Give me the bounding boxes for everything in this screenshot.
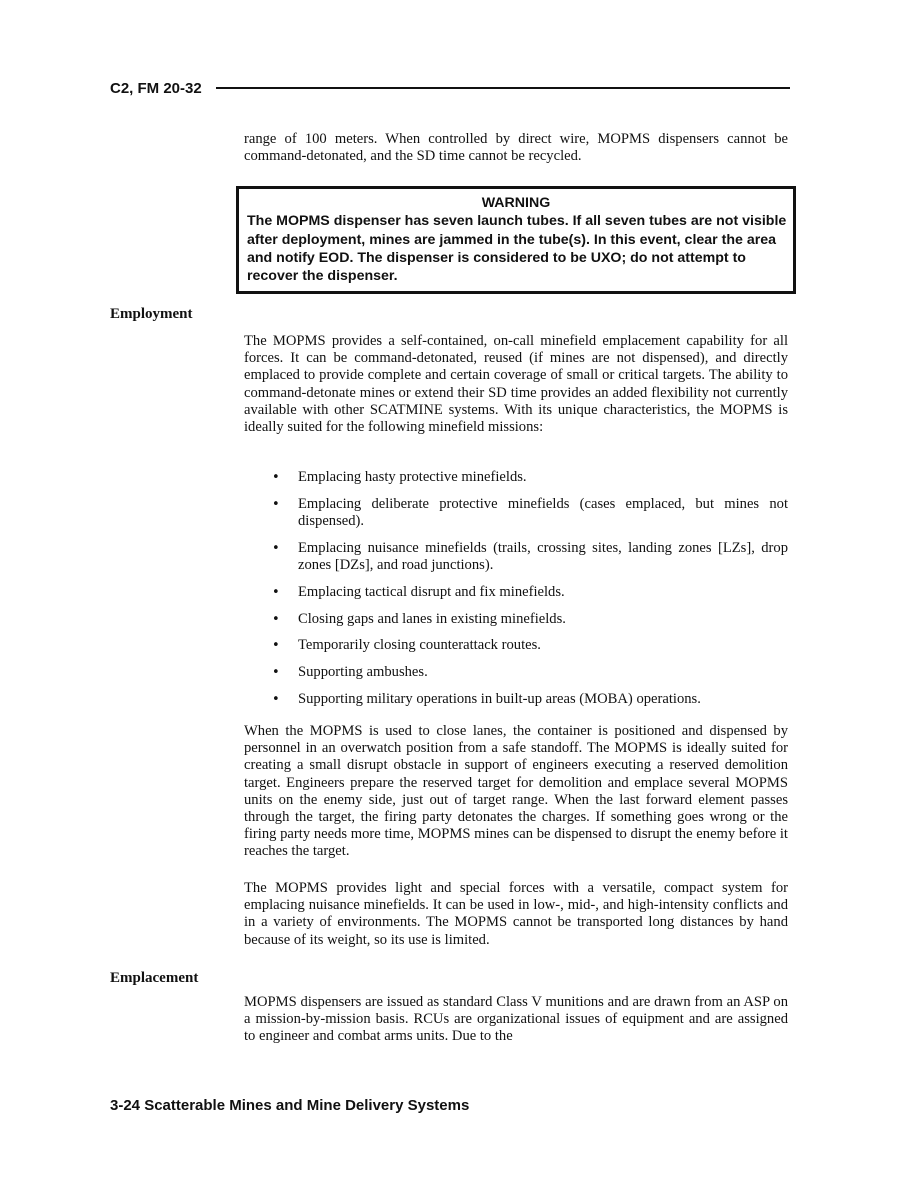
emplacement-heading: Emplacement xyxy=(110,970,199,986)
list-item xyxy=(272,637,788,654)
bullet-icon: • xyxy=(272,691,280,707)
list-item xyxy=(272,611,788,628)
list-item-text: Emplacing tactical disrupt and fix minefields. xyxy=(298,583,565,600)
bullet-icon: • xyxy=(272,584,280,600)
bullet-icon: • xyxy=(272,638,280,654)
bullet-icon: • xyxy=(272,540,280,556)
emplacement-paragraph-1: MOPMS dispensers are issued as standard Class V munitions and are drawn from an ASP on a mission-by-mission basis. RCUs are organizational issues of equipment and are assigned to engineer and combat arms units. Due to the xyxy=(244,994,788,1045)
employment-paragraph-1: The MOPMS provides a self-contained, on-call minefield emplacement capability for all forces. It can be command-detonated, reused (if mines are not dispensed), and directly emplaced to provide complete and certain coverage of small or critical targets. The ability to command-detonate mines or extend their SD time provides an added flexibility not currently available with other SCATMINE systems. With its unique characteristics, the MOPMS is ideally suited for the following minefield missions: xyxy=(244,333,788,436)
bullet-icon: • xyxy=(272,611,280,627)
bullet-icon: • xyxy=(272,470,280,485)
list-item xyxy=(272,540,788,574)
intro-paragraph: range of 100 meters. When controlled by direct wire, MOPMS dispensers cannot be command-detonated, and the SD time cannot be recycled. xyxy=(244,131,788,165)
page-footer: 3-24 Scatterable Mines and Mine Delivery Systems xyxy=(110,1097,470,1114)
list-item-text: Emplacing deliberate protective minefields (cases emplaced, but mines not dispensed). xyxy=(298,495,788,529)
list-item xyxy=(272,469,788,486)
header-label: C2, FM 20-32 xyxy=(110,79,202,97)
bullet-icon: • xyxy=(272,496,280,512)
list-item-text: Supporting military operations in built-up areas (MOBA) operations. xyxy=(298,690,701,707)
warning-text: The MOPMS dispenser has seven launch tubes. If all seven tubes are not visible after deployment, mines are jammed in the tube(s). In this event, clear the area and notify EOD. The dispenser is considered to be UXO; do not attempt to recover the dispenser. xyxy=(247,213,787,285)
employment-paragraph-2: When the MOPMS is used to close lanes, the container is positioned and dispensed by personnel in an overwatch position from a safe standoff. The MOPMS is ideally suited for creating a small disrupt obstacle in support of engineers executing a reserved demolition target. Engineers prepare the reserved target for demolition and emplace several MOPMS units on the enemy side, just out of target range. When the last forward element passes through the target, the firing party detonates the charges. If something goes wrong or the firing party needs more time, MOPMS mines can be dispensed to disrupt the enemy before it reaches the target. xyxy=(244,723,788,860)
list-item-text: Supporting ambushes. xyxy=(298,664,428,681)
bullet-icon: • xyxy=(272,665,280,681)
header-rule xyxy=(216,87,790,89)
list-item-text: Emplacing hasty protective minefields. xyxy=(298,469,527,485)
list-item-text: Temporarily closing counterattack routes. xyxy=(298,637,541,654)
page-header xyxy=(110,78,790,98)
mission-list xyxy=(272,469,788,718)
list-item xyxy=(272,664,788,681)
warning-box xyxy=(236,186,796,294)
list-item-text: Emplacing nuisance minefields (trails, crossing sites, landing zones [LZs], drop zones [DZs], and road junctions). xyxy=(298,539,788,573)
warning-title: WARNING xyxy=(481,195,551,211)
list-item xyxy=(272,691,788,708)
list-item xyxy=(272,496,788,530)
list-item xyxy=(272,584,788,601)
list-item-text: Closing gaps and lanes in existing minefields. xyxy=(298,610,566,627)
employment-paragraph-3: The MOPMS provides light and special forces with a versatile, compact system for emplacing nuisance minefields. It can be used in low-, mid-, and high-intensity conflicts and in a variety of environments. The MOPMS cannot be transported long distances by hand because of its weight, so its use is limited. xyxy=(244,880,788,948)
employment-heading: Employment xyxy=(110,306,193,322)
